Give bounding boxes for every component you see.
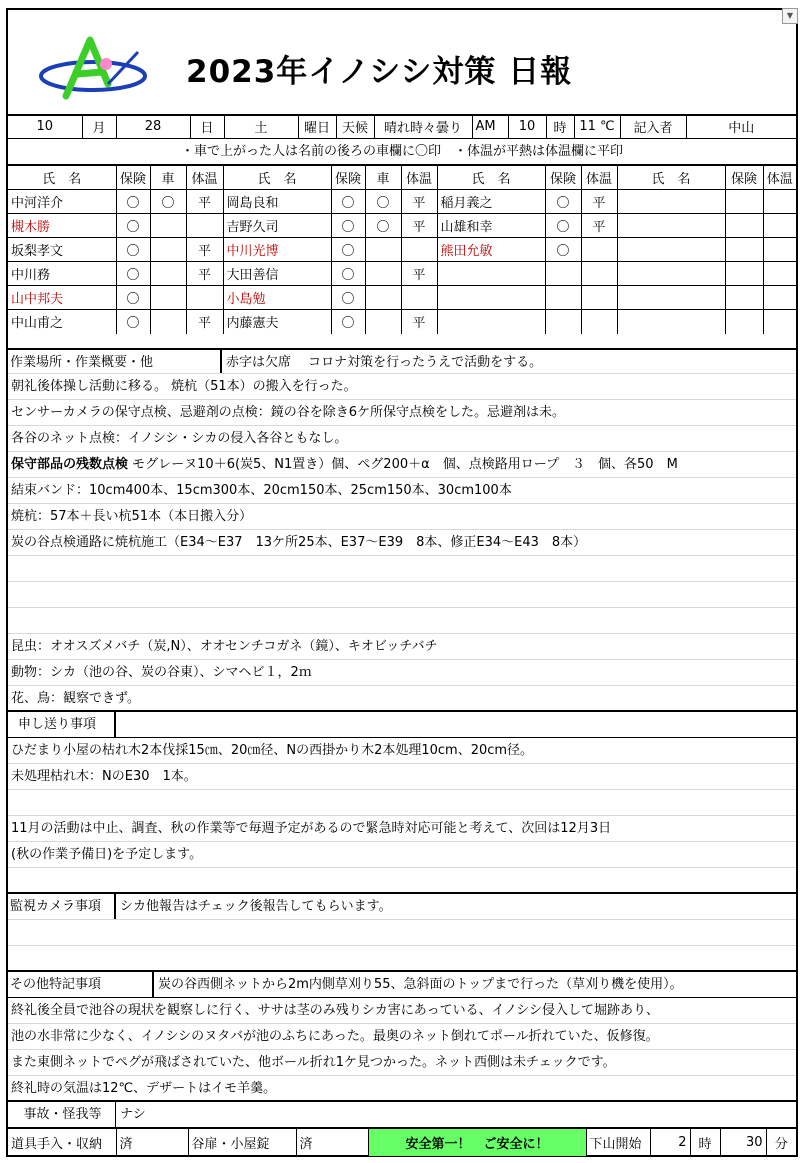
- camera-label: 監視カメラ事項: [8, 894, 116, 919]
- temperature-mark: [581, 262, 617, 286]
- dropdown-arrow-icon[interactable]: ▼: [782, 8, 798, 24]
- temp-header: 体温: [581, 166, 617, 190]
- member-name: 小島勉: [223, 286, 331, 310]
- work-line: センサーカメラの保守点検、忌避剤の点検：鏡の谷を除き6ケ所保守点検をした。忌避剤は未。: [8, 400, 796, 426]
- camera-blank-line: [8, 920, 796, 946]
- work-line: 各谷のネット点検：イノシシ・シカの侵入各谷ともなし。: [8, 426, 796, 452]
- weather-value: 晴れ時々曇り: [374, 115, 472, 139]
- insurance-mark: [725, 262, 763, 286]
- car-mark: [150, 286, 186, 310]
- member-name: 内藤憲夫: [223, 310, 331, 334]
- work-line: [8, 608, 796, 634]
- descent-hour-unit: 時: [690, 1129, 720, 1156]
- other-label: その他特記事項: [8, 972, 154, 997]
- insurance-mark: 〇: [545, 190, 581, 214]
- member-name: 岡島良和: [223, 190, 331, 214]
- temp-header: 体温: [763, 166, 796, 190]
- insurance-mark: [545, 310, 581, 334]
- name-header: 氏 名: [223, 166, 331, 190]
- insurance-mark: [725, 238, 763, 262]
- car-header: 車: [365, 166, 401, 190]
- club-logo-icon: [38, 34, 148, 104]
- accident-label: 事故・怪我等: [8, 1102, 116, 1127]
- other-line: 池の水非常に少なく、イノシシのヌタバが池のふちにあった。最奥のネット倒れてポール折れていた、仮修復。: [8, 1024, 796, 1050]
- member-name: [617, 190, 725, 214]
- temp-number: 11: [579, 119, 596, 134]
- insurance-mark: 〇: [116, 214, 150, 238]
- weekday-value: 土: [224, 115, 298, 139]
- temperature-mark: [763, 238, 796, 262]
- attendance-table: [8, 165, 796, 334]
- attendance-notice: ・車で上がった人は名前の後ろの車欄に〇印 ・体温が平熱は体温欄に平印: [8, 139, 796, 165]
- insurance-mark: 〇: [116, 190, 150, 214]
- weather-label: 天候: [336, 115, 374, 139]
- attendance-row: [8, 262, 796, 286]
- descent-minute-unit: 分: [766, 1129, 796, 1156]
- name-header: 氏 名: [617, 166, 725, 190]
- parts-detail: モグレーヌ10＋6(炭5、N1置き）個、ペグ200＋α 個、点検路用ロープ ３ 個、各50 M: [132, 457, 678, 472]
- temperature-mark: [763, 286, 796, 310]
- insurance-mark: 〇: [331, 286, 365, 310]
- member-name: [617, 262, 725, 286]
- handover-line: (秋の作業予備日)を予定します。: [8, 842, 796, 868]
- insurance-mark: [545, 262, 581, 286]
- recorder-label: 記入者: [620, 115, 686, 139]
- member-name: 山雄和幸: [437, 214, 545, 238]
- camera-text: シカ他報告はチェック後報告してもらいます。: [120, 899, 392, 914]
- handover-line: 11月の活動は中止、調査、秋の作業等で毎週予定があるので緊急時対応可能と考えて、次回は12月3日: [8, 816, 796, 842]
- handover-line: [8, 868, 796, 894]
- temp-header: 体温: [186, 166, 223, 190]
- temperature-mark: [581, 310, 617, 334]
- temp-unit: ℃: [600, 119, 615, 134]
- insurance-mark: 〇: [331, 262, 365, 286]
- temperature-mark: 平: [581, 190, 617, 214]
- attendance-header-row: [8, 166, 796, 190]
- report-header: [8, 10, 796, 116]
- insurance-mark: 〇: [116, 262, 150, 286]
- tools-label: 道具手入・収納: [8, 1129, 116, 1156]
- member-name: [437, 286, 545, 310]
- temp-header: 体温: [401, 166, 437, 190]
- handover-line: [8, 790, 796, 816]
- insurance-header: 保険: [116, 166, 150, 190]
- month-value: 10: [8, 115, 82, 139]
- member-name: 槻木勝: [8, 214, 116, 238]
- insurance-mark: 〇: [331, 214, 365, 238]
- attendance-row: [8, 286, 796, 310]
- temperature-mark: 平: [186, 238, 223, 262]
- work-line: 結束バンド：10cm400本、15cm300本、20cm150本、25cm150本、30cm100本: [8, 478, 796, 504]
- temperature-mark: 平: [186, 190, 223, 214]
- work-line: [8, 582, 796, 608]
- accident-row: [8, 1102, 796, 1128]
- car-mark: 〇: [365, 214, 401, 238]
- member-name: [437, 310, 545, 334]
- member-name: 稲月義之: [437, 190, 545, 214]
- temperature-value: [574, 115, 620, 139]
- work-line: 焼杭：57本＋長い杭51本（本日搬入分）: [8, 504, 796, 530]
- temperature-mark: [186, 214, 223, 238]
- other-line: 終礼時の気温は12℃、デザートはイモ羊羹。: [8, 1076, 796, 1102]
- work-line: 朝礼後体操し活動に移る。 焼杭（51本）の搬入を行った。: [8, 374, 796, 400]
- other-label-row: [8, 972, 796, 998]
- insurance-mark: 〇: [116, 238, 150, 262]
- insurance-header: 保険: [725, 166, 763, 190]
- work-line: 動物：シカ（池の谷、炭の谷東）、シマヘビ１，2ｍ: [8, 660, 796, 686]
- car-header: 車: [150, 166, 186, 190]
- temperature-mark: 平: [401, 310, 437, 334]
- accident-value: ナシ: [120, 1107, 146, 1122]
- other-line: 終礼後全員で池谷の現状を観察しに行く、ササは茎のみ残りシカ害にあっている、イノシシ侵入して堀跡あり、: [8, 998, 796, 1024]
- temperature-mark: [401, 286, 437, 310]
- temperature-mark: 平: [401, 190, 437, 214]
- car-mark: [150, 238, 186, 262]
- other-line: また東側ネットでペグが飛ばされていた、他ボール折れ1ケ見つかった。ネット西側は未チェックです。: [8, 1050, 796, 1076]
- work-line: 花、鳥：観察できず。: [8, 686, 796, 712]
- gate-value: 済: [296, 1129, 368, 1156]
- member-name: [617, 310, 725, 334]
- temperature-mark: [763, 214, 796, 238]
- member-name: 熊田允敏: [437, 238, 545, 262]
- temperature-mark: [186, 286, 223, 310]
- car-mark: 〇: [150, 190, 186, 214]
- car-mark: [365, 310, 401, 334]
- insurance-mark: 〇: [331, 310, 365, 334]
- name-header: 氏 名: [437, 166, 545, 190]
- name-header: 氏 名: [8, 166, 116, 190]
- camera-blank-line: [8, 946, 796, 972]
- parts-line: [8, 452, 796, 478]
- weekday-unit: 曜日: [298, 115, 336, 139]
- member-name: 大田善信: [223, 262, 331, 286]
- insurance-mark: [725, 310, 763, 334]
- temperature-mark: 平: [581, 214, 617, 238]
- member-name: 中川光博: [223, 238, 331, 262]
- parts-heading: 保守部品の残数点検: [11, 457, 129, 472]
- insurance-mark: [725, 190, 763, 214]
- member-name: 山中邦夫: [8, 286, 116, 310]
- temperature-mark: [581, 286, 617, 310]
- recorder-value: 中山: [686, 115, 796, 139]
- handover-label-row: [8, 712, 796, 738]
- descent-label: 下山開始: [586, 1129, 650, 1156]
- insurance-header: 保険: [545, 166, 581, 190]
- insurance-mark: [725, 286, 763, 310]
- car-mark: [150, 310, 186, 334]
- hour-value: 10: [508, 115, 546, 139]
- footer-row: [8, 1128, 796, 1156]
- hour-unit: 時: [546, 115, 574, 139]
- work-line: [8, 556, 796, 582]
- car-mark: [365, 286, 401, 310]
- member-name: 坂梨孝文: [8, 238, 116, 262]
- car-mark: [150, 262, 186, 286]
- ampm-value: AM: [472, 115, 508, 139]
- member-name: 中河洋介: [8, 190, 116, 214]
- car-mark: [365, 262, 401, 286]
- member-name: 吉野久司: [223, 214, 331, 238]
- report-sheet: [6, 8, 798, 1157]
- work-line: 昆虫：オオスズメバチ（炭,N）、オオセンチコガネ（鏡）、キオビッチバチ: [8, 634, 796, 660]
- gate-label: 谷扉・小屋錠: [188, 1129, 296, 1156]
- work-label-row: [8, 348, 796, 374]
- temperature-mark: 平: [186, 310, 223, 334]
- insurance-mark: 〇: [545, 238, 581, 262]
- insurance-mark: 〇: [331, 190, 365, 214]
- insurance-mark: 〇: [331, 238, 365, 262]
- temperature-mark: [763, 262, 796, 286]
- handover-line: 未処理枯れ木：NのE30 1本。: [8, 764, 796, 790]
- descent-minute: 30: [720, 1129, 766, 1156]
- handover-line: ひだまり小屋の枯れ木2本伐採15㎝、20㎝径、Nの西掛かり木2本処理10cm、20cm径。: [8, 738, 796, 764]
- temperature-mark: 平: [401, 214, 437, 238]
- date-row: [8, 114, 796, 139]
- temperature-mark: [763, 190, 796, 214]
- insurance-mark: [545, 286, 581, 310]
- handover-label: 申し送り事項: [8, 712, 116, 737]
- work-line: 炭の谷点検通路に焼杭施工（E34～E37 13ケ所25本、E37～E39 8本、修正E34～E43 8本）: [8, 530, 796, 556]
- other-first-line: 炭の谷西側ネットから2m内側草刈り55、急斜面のトップまで行った（草刈り機を使用）。: [158, 977, 683, 992]
- insurance-mark: 〇: [545, 214, 581, 238]
- temperature-mark: [401, 238, 437, 262]
- work-label: 作業場所・作業概要・他: [8, 350, 222, 373]
- temperature-mark: [581, 238, 617, 262]
- member-name: [617, 238, 725, 262]
- car-mark: [365, 238, 401, 262]
- page-title: 2023年イノシシ対策 日報: [186, 54, 573, 90]
- work-label-note: 赤字は欠席 コロナ対策を行ったうえで活動をする。: [226, 355, 543, 370]
- member-name: 中山甫之: [8, 310, 116, 334]
- member-name: 中川務: [8, 262, 116, 286]
- temperature-mark: [763, 310, 796, 334]
- car-mark: [150, 214, 186, 238]
- attendance-row: [8, 214, 796, 238]
- descent-hour: 2: [650, 1129, 690, 1156]
- car-mark: 〇: [365, 190, 401, 214]
- tools-value: 済: [116, 1129, 188, 1156]
- day-unit: 日: [190, 115, 224, 139]
- attendance-row: [8, 190, 796, 214]
- safety-banner: 安全第一！ ご安全に！: [368, 1129, 586, 1156]
- insurance-mark: 〇: [116, 286, 150, 310]
- insurance-mark: 〇: [116, 310, 150, 334]
- attendance-row: [8, 238, 796, 262]
- day-value: 28: [116, 115, 190, 139]
- member-name: [437, 262, 545, 286]
- member-name: [617, 214, 725, 238]
- insurance-mark: [725, 214, 763, 238]
- camera-label-row: [8, 894, 796, 920]
- temperature-mark: 平: [186, 262, 223, 286]
- member-name: [617, 286, 725, 310]
- month-unit: 月: [82, 115, 116, 139]
- insurance-header: 保険: [331, 166, 365, 190]
- attendance-row: [8, 310, 796, 334]
- temperature-mark: 平: [401, 262, 437, 286]
